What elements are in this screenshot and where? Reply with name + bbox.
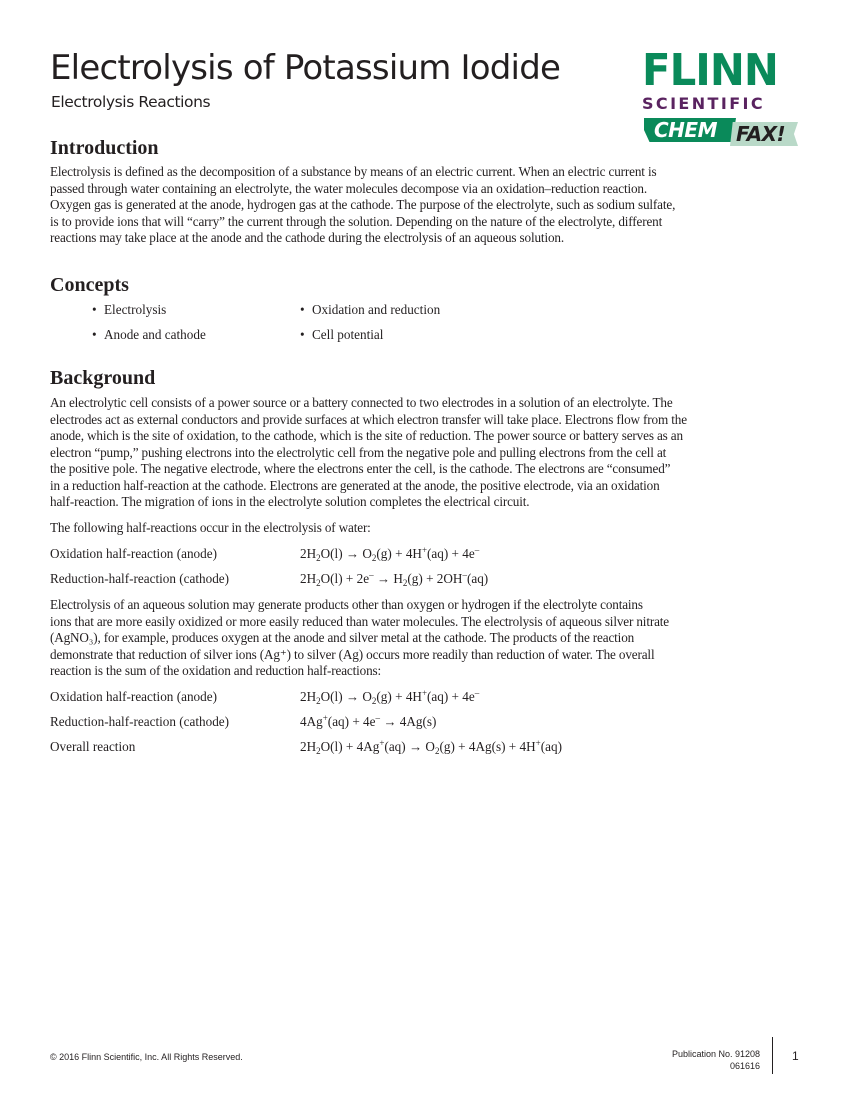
logo-fax: FAX! bbox=[736, 122, 786, 146]
introduction-heading: Introduction bbox=[50, 137, 159, 159]
reaction-row-silver-reduction bbox=[50, 713, 750, 731]
background-paragraph-2 bbox=[50, 597, 790, 680]
page-subtitle: Electrolysis Reactions bbox=[51, 93, 211, 111]
footer-publication bbox=[672, 1048, 760, 1072]
text-line: anode, which is the site of oxidation, to the cathode, which is the site of reduction. The power source or battery serves as an bbox=[50, 428, 683, 443]
concept-item bbox=[300, 302, 440, 318]
background-paragraph-1 bbox=[50, 395, 790, 511]
text-line: is to provide ions that will “carry” the current through the solution. Depending on the nature of the electrolyte, different bbox=[50, 213, 663, 229]
reaction-row-water-reduction bbox=[50, 570, 750, 588]
reaction-equation: $2H_2O(l) \to O_2(g) + 4H^+(aq) + 4e^-$ bbox=[300, 688, 480, 706]
text-line: reactions may take place at the anode and the cathode during the electrolysis of an aqueous solution. bbox=[50, 230, 564, 245]
concept-item bbox=[92, 327, 206, 343]
text-line: passed through water containing an electrolyte, the water molecules decompose via an oxidation–reduction reaction. bbox=[50, 180, 648, 196]
text-line: electrodes act as external conductors and provide surfaces at which electron transfer will take place. Electrons flow from the bbox=[50, 411, 687, 427]
text-line: Oxygen gas is generated at the anode, hydrogen gas at the cathode. The purpose of the electrolyte, such as sodium sulfate, bbox=[50, 197, 676, 212]
publication-number: Publication No. 91208 bbox=[671, 1049, 760, 1059]
concept-label: Electrolysis bbox=[104, 302, 167, 317]
bullet-icon: • bbox=[92, 327, 97, 342]
flinn-chemfax-logo bbox=[638, 45, 800, 152]
concept-item bbox=[92, 302, 166, 318]
concept-label: Anode and cathode bbox=[104, 327, 206, 342]
footer-copyright: © 2016 Flinn Scientific, Inc. All Rights Reserved. bbox=[50, 1052, 243, 1062]
reaction-equation: 4Ag+(aq) + 4e– → 4Ag(s) bbox=[300, 713, 437, 729]
concept-label: Oxidation and reduction bbox=[312, 302, 441, 317]
concept-label: Cell potential bbox=[312, 327, 384, 342]
text-line: in a reduction half-reaction at the cathode. Electrons are generated at the anode, the positive electrode, via an oxidation bbox=[50, 477, 660, 493]
text-line: (AgNO₃), for example, produces oxygen at the anode and silver metal at the cathode. The products of the reaction bbox=[50, 630, 635, 645]
concepts-heading: Concepts bbox=[50, 274, 129, 296]
bullet-icon: • bbox=[300, 327, 305, 342]
publication-code: 061616 bbox=[729, 1061, 760, 1071]
reaction-equation: $2H_2O(l) + 4Ag^+(aq) \to O_2(g) + 4Ag(s) + 4H^+(aq)$ bbox=[300, 738, 562, 756]
bullet-icon: • bbox=[92, 302, 97, 317]
text-line: Electrolysis is defined as the decomposition of a substance by means of an electric current. When an electric current is bbox=[50, 164, 657, 179]
reaction-row-overall bbox=[50, 738, 750, 756]
reaction-label: Reduction-half-reaction (cathode) bbox=[50, 571, 230, 586]
text-line: An electrolytic cell consists of a power source or a battery connected to two electrodes in a solution of an electrolyte. The bbox=[50, 395, 673, 410]
introduction-paragraph bbox=[50, 164, 790, 247]
logo-chem: CHEM bbox=[654, 118, 717, 142]
footer-divider bbox=[772, 1037, 773, 1074]
reaction-equation: $2H_2O(l) \to O_2(g) + 4H^+(aq) + 4e^-$ bbox=[300, 545, 480, 563]
text-line: demonstrate that reduction of silver ions (Ag⁺) to silver (Ag) occurs more readily than reduction of water. The overall bbox=[50, 646, 655, 662]
reaction-equation: $2H_2O(l) + 2e^- \to H_2(g) + 2OH^-(aq)$ bbox=[300, 570, 489, 588]
text-line: ions that are more easily oxidized or more easily reduced than water molecules. The electrolysis of aqueous silver nitrate bbox=[50, 613, 669, 629]
text-line: electron “pump,” pushing electrons into the electrolytic cell from the negative pole and pulling electrons from the cell at bbox=[50, 444, 667, 460]
concept-item bbox=[300, 327, 383, 343]
reaction-label: Oxidation half-reaction (anode) bbox=[50, 546, 217, 561]
reaction-label: Oxidation half-reaction (anode) bbox=[50, 689, 217, 704]
water-intro bbox=[50, 520, 790, 537]
text-line: The following half-reactions occur in the electrolysis of water: bbox=[50, 520, 371, 535]
text-line: reaction is the sum of the oxidation and reduction half-reactions: bbox=[50, 663, 382, 678]
text-line: Electrolysis of an aqueous solution may generate products other than oxygen or hydrogen if the electrolyte contains bbox=[50, 597, 643, 612]
bullet-icon: • bbox=[300, 302, 305, 317]
page-title: Electrolysis of Potassium Iodide bbox=[50, 48, 561, 88]
text-line: the positive pole. The negative electrode, where the electrons enter the cell, is the cathode. The electrons are “consumed” bbox=[50, 461, 671, 476]
reaction-row-water-oxidation bbox=[50, 545, 750, 563]
reaction-label: Overall reaction bbox=[50, 739, 136, 754]
reaction-label: Reduction-half-reaction (cathode) bbox=[50, 714, 230, 729]
background-heading: Background bbox=[50, 367, 156, 389]
logo-scientific: SCIENTIFIC bbox=[642, 94, 766, 113]
reaction-row-silver-oxidation bbox=[50, 688, 750, 706]
page-number: 1 bbox=[792, 1049, 799, 1063]
text-line: half-reaction. The migration of ions in the electrolyte solution completes the electrical circuit. bbox=[50, 494, 530, 509]
logo-flinn: FLINN bbox=[642, 45, 778, 96]
